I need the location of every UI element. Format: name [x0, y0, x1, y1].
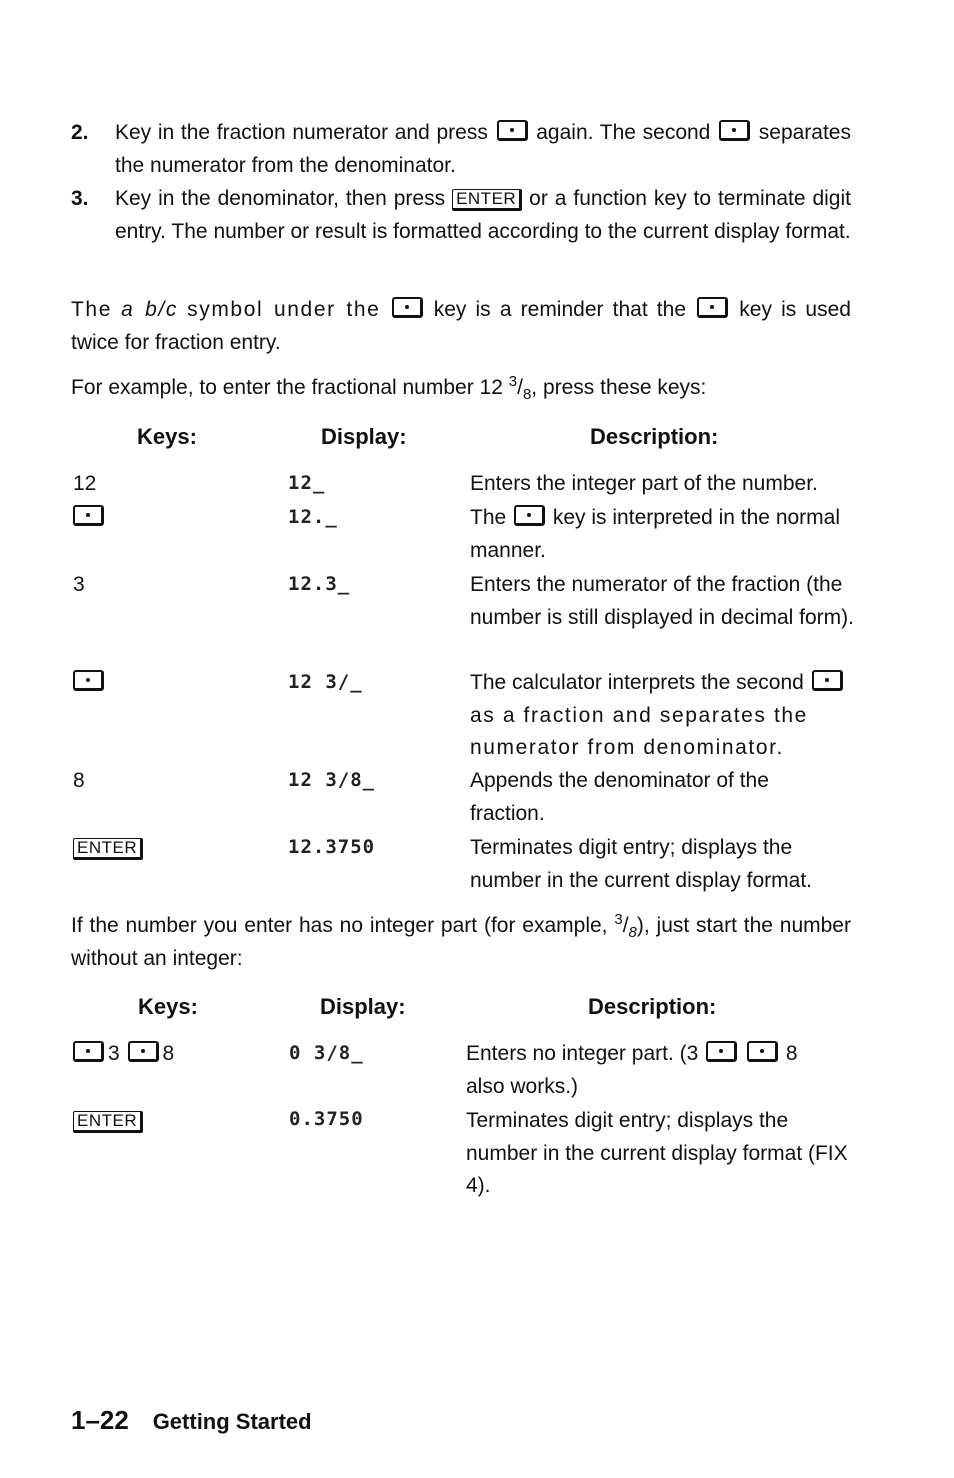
keys-header: Keys:: [138, 994, 198, 1019]
decimal-key-icon: [73, 1041, 104, 1062]
para-text: key is a reminder that the: [433, 298, 686, 321]
page-number: 1–22: [71, 1405, 129, 1435]
step-text-part: Key in the denominator, then press: [115, 187, 446, 210]
step-text-part: again. The second: [536, 121, 711, 144]
table-description: Enters the numerator of the fraction (the number is still displayed in decimal form).: [470, 573, 854, 629]
table-display: 12 3/8_: [288, 769, 376, 791]
table-key: [73, 667, 104, 700]
step-text-part: Key in the fraction numerator and press: [115, 121, 488, 144]
table-description: [470, 667, 855, 765]
table-description: Terminates digit entry; displays the number in the current display format (FIX 4).: [466, 1109, 848, 1197]
section-title: Getting Started: [152, 1409, 312, 1434]
table-display: 12._: [288, 506, 338, 528]
table-display: 12.3_: [288, 573, 351, 595]
para-text: key is used twice for fraction entry.: [71, 298, 851, 354]
para-text: symbol under the: [187, 298, 381, 321]
decimal-key-icon: [697, 297, 728, 318]
decimal-key-icon: [497, 120, 528, 141]
para-text: If the number you enter has no integer part (for example,: [71, 914, 608, 937]
table-description: [466, 1038, 826, 1103]
desc-text: The calculator interprets the second: [470, 671, 804, 694]
fraction-slash: /: [622, 914, 629, 937]
table-display: 12_: [288, 472, 326, 494]
table-description: Terminates digit entry; displays the number in the current display format.: [470, 836, 812, 892]
decimal-key-icon: [706, 1041, 737, 1062]
decimal-key-icon: [392, 297, 423, 318]
fraction-numerator: 3: [614, 911, 623, 928]
table-display: 0 3/8_: [289, 1042, 364, 1064]
step-text-part: or a function key to terminate digit entry. The number or result is formatted according to the current display format.: [115, 187, 851, 243]
fraction-denominator: 8: [522, 386, 532, 404]
table-key: [73, 1105, 143, 1138]
display-header: Display:: [320, 994, 406, 1019]
table-display: 12 3/_: [288, 671, 363, 693]
table-display: 0.3750: [289, 1108, 364, 1130]
para-text: The: [71, 298, 112, 321]
table-key: 8: [73, 769, 85, 792]
decimal-key-icon: [719, 120, 750, 141]
desc-text: The: [470, 506, 507, 529]
enter-key-icon: ENTER: [73, 1111, 143, 1133]
key-digit: 3: [108, 1042, 120, 1065]
table-key: [73, 502, 104, 535]
table-display: 12.3750: [288, 836, 376, 858]
paragraph: [71, 910, 851, 975]
paragraph: [71, 372, 851, 405]
description-header: Description:: [590, 424, 719, 449]
step-text: [115, 183, 851, 248]
para-text: For example, to enter the fractional number 12: [71, 376, 503, 399]
paragraph: [71, 294, 851, 359]
table-key: [73, 1038, 174, 1071]
footer: [71, 1404, 312, 1440]
desc-text: as a fraction and separates the numerator from denominator.: [470, 703, 808, 759]
decimal-key-icon: [73, 505, 104, 526]
decimal-key-icon: [73, 670, 104, 691]
fraction-denominator: 8: [628, 924, 637, 942]
fraction-slash: /: [517, 376, 523, 399]
step-text: [115, 117, 851, 182]
step-number: 2.: [71, 121, 89, 144]
para-text: , press these keys:: [531, 376, 707, 399]
keys-header: Keys:: [137, 424, 197, 449]
table-key: [73, 832, 143, 865]
decimal-key-icon: [747, 1041, 778, 1062]
key-digit: 8: [162, 1042, 175, 1065]
table-description: [470, 502, 855, 567]
step-text-part: separates the numerator from the denominator.: [115, 121, 851, 177]
desc-text: Enters no integer part. (3: [466, 1042, 699, 1065]
fraction-numerator: 3: [508, 373, 518, 390]
enter-key-icon: ENTER: [452, 189, 522, 211]
table-description: Enters the integer part of the number.: [470, 472, 818, 495]
decimal-key-icon: [812, 670, 843, 691]
decimal-key-icon: [514, 505, 545, 526]
abc-label: a b/c: [121, 298, 178, 321]
table-key: 12: [73, 472, 97, 495]
desc-text: 8 also works.): [466, 1042, 798, 1098]
description-header: Description:: [588, 994, 717, 1019]
step-number: 3.: [71, 187, 89, 210]
decimal-key-icon: [128, 1041, 159, 1062]
desc-text: key is interpreted in the normal manner.: [470, 506, 841, 562]
enter-key-icon: ENTER: [73, 838, 143, 860]
table-key: 3: [73, 573, 85, 596]
display-header: Display:: [321, 424, 407, 449]
table-description: Appends the denominator of the fraction.: [470, 769, 769, 825]
para-text: ), just start the number without an integer:: [71, 914, 851, 970]
